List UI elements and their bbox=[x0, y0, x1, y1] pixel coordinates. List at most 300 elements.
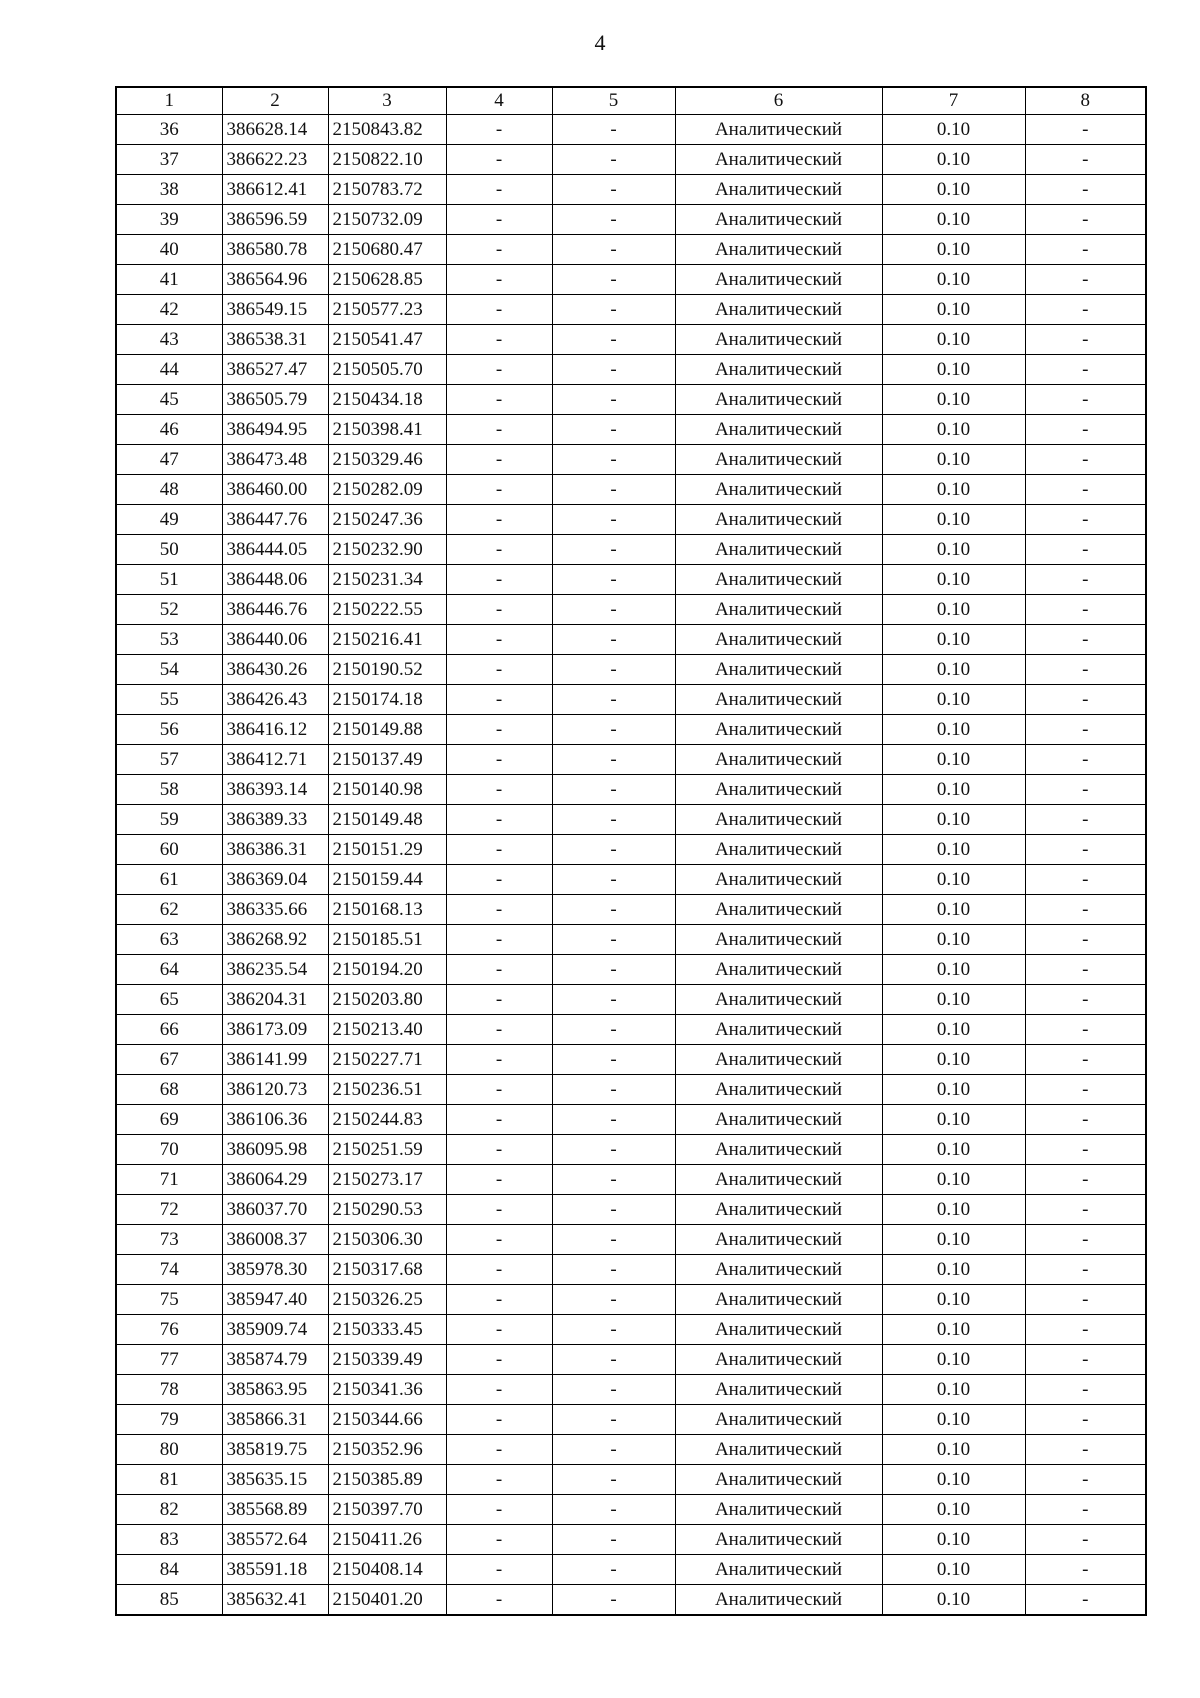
table-row bbox=[116, 1165, 1146, 1195]
accuracy-cell: 0.10 bbox=[882, 475, 1025, 505]
col-4-cell: - bbox=[446, 265, 552, 295]
y-coordinate-cell: 2150822.10 bbox=[328, 145, 446, 175]
point-number-cell: 50 bbox=[116, 535, 222, 565]
x-coordinate-cell: 386095.98 bbox=[222, 1135, 328, 1165]
col-4-cell: - bbox=[446, 1165, 552, 1195]
x-coordinate-cell: 386120.73 bbox=[222, 1075, 328, 1105]
table-row bbox=[116, 1375, 1146, 1405]
table-row bbox=[116, 1225, 1146, 1255]
col-8-cell: - bbox=[1025, 295, 1146, 325]
table-row bbox=[116, 1045, 1146, 1075]
col-4-cell: - bbox=[446, 1105, 552, 1135]
point-number-cell: 55 bbox=[116, 685, 222, 715]
accuracy-cell: 0.10 bbox=[882, 925, 1025, 955]
table-row bbox=[116, 1435, 1146, 1465]
method-cell: Аналитический bbox=[675, 745, 882, 775]
x-coordinate-cell: 385909.74 bbox=[222, 1315, 328, 1345]
table-row bbox=[116, 1315, 1146, 1345]
col-4-cell: - bbox=[446, 1225, 552, 1255]
column-header-8: 8 bbox=[1025, 87, 1146, 115]
accuracy-cell: 0.10 bbox=[882, 1345, 1025, 1375]
method-cell: Аналитический bbox=[675, 1435, 882, 1465]
x-coordinate-cell: 386369.04 bbox=[222, 865, 328, 895]
col-5-cell: - bbox=[552, 1075, 675, 1105]
table-row bbox=[116, 1015, 1146, 1045]
accuracy-cell: 0.10 bbox=[882, 985, 1025, 1015]
point-number-cell: 47 bbox=[116, 445, 222, 475]
col-5-cell: - bbox=[552, 235, 675, 265]
col-5-cell: - bbox=[552, 145, 675, 175]
table-row bbox=[116, 535, 1146, 565]
accuracy-cell: 0.10 bbox=[882, 1555, 1025, 1585]
point-number-cell: 69 bbox=[116, 1105, 222, 1135]
x-coordinate-cell: 386612.41 bbox=[222, 175, 328, 205]
accuracy-cell: 0.10 bbox=[882, 325, 1025, 355]
y-coordinate-cell: 2150680.47 bbox=[328, 235, 446, 265]
point-number-cell: 36 bbox=[116, 115, 222, 145]
method-cell: Аналитический bbox=[675, 265, 882, 295]
accuracy-cell: 0.10 bbox=[882, 775, 1025, 805]
table-row bbox=[116, 835, 1146, 865]
col-4-cell: - bbox=[446, 745, 552, 775]
x-coordinate-cell: 386335.66 bbox=[222, 895, 328, 925]
point-number-cell: 52 bbox=[116, 595, 222, 625]
col-8-cell: - bbox=[1025, 1255, 1146, 1285]
col-8-cell: - bbox=[1025, 1495, 1146, 1525]
method-cell: Аналитический bbox=[675, 1255, 882, 1285]
col-8-cell: - bbox=[1025, 145, 1146, 175]
col-8-cell: - bbox=[1025, 445, 1146, 475]
y-coordinate-cell: 2150341.36 bbox=[328, 1375, 446, 1405]
accuracy-cell: 0.10 bbox=[882, 235, 1025, 265]
table-row bbox=[116, 265, 1146, 295]
col-8-cell: - bbox=[1025, 805, 1146, 835]
point-number-cell: 40 bbox=[116, 235, 222, 265]
accuracy-cell: 0.10 bbox=[882, 715, 1025, 745]
column-header-4: 4 bbox=[446, 87, 552, 115]
x-coordinate-cell: 386141.99 bbox=[222, 1045, 328, 1075]
col-8-cell: - bbox=[1025, 835, 1146, 865]
x-coordinate-cell: 386622.23 bbox=[222, 145, 328, 175]
page-number: 4 bbox=[594, 30, 606, 55]
accuracy-cell: 0.10 bbox=[882, 1405, 1025, 1435]
col-5-cell: - bbox=[552, 1135, 675, 1165]
y-coordinate-cell: 2150732.09 bbox=[328, 205, 446, 235]
x-coordinate-cell: 385866.31 bbox=[222, 1405, 328, 1435]
y-coordinate-cell: 2150232.90 bbox=[328, 535, 446, 565]
col-8-cell: - bbox=[1025, 355, 1146, 385]
col-8-cell: - bbox=[1025, 235, 1146, 265]
col-4-cell: - bbox=[446, 415, 552, 445]
table-row bbox=[116, 985, 1146, 1015]
x-coordinate-cell: 386412.71 bbox=[222, 745, 328, 775]
col-4-cell: - bbox=[446, 1255, 552, 1285]
col-8-cell: - bbox=[1025, 535, 1146, 565]
column-header-5: 5 bbox=[552, 87, 675, 115]
table-row bbox=[116, 1105, 1146, 1135]
point-number-cell: 51 bbox=[116, 565, 222, 595]
y-coordinate-cell: 2150174.18 bbox=[328, 685, 446, 715]
y-coordinate-cell: 2150843.82 bbox=[328, 115, 446, 145]
x-coordinate-cell: 386268.92 bbox=[222, 925, 328, 955]
table-row bbox=[116, 355, 1146, 385]
point-number-cell: 78 bbox=[116, 1375, 222, 1405]
col-8-cell: - bbox=[1025, 1435, 1146, 1465]
accuracy-cell: 0.10 bbox=[882, 1285, 1025, 1315]
col-5-cell: - bbox=[552, 1495, 675, 1525]
col-4-cell: - bbox=[446, 115, 552, 145]
col-4-cell: - bbox=[446, 925, 552, 955]
accuracy-cell: 0.10 bbox=[882, 955, 1025, 985]
y-coordinate-cell: 2150222.55 bbox=[328, 595, 446, 625]
accuracy-cell: 0.10 bbox=[882, 265, 1025, 295]
method-cell: Аналитический bbox=[675, 1495, 882, 1525]
accuracy-cell: 0.10 bbox=[882, 115, 1025, 145]
table-row bbox=[116, 415, 1146, 445]
x-coordinate-cell: 386494.95 bbox=[222, 415, 328, 445]
x-coordinate-cell: 386386.31 bbox=[222, 835, 328, 865]
col-4-cell: - bbox=[446, 505, 552, 535]
method-cell: Аналитический bbox=[675, 1135, 882, 1165]
col-5-cell: - bbox=[552, 1105, 675, 1135]
x-coordinate-cell: 386549.15 bbox=[222, 295, 328, 325]
point-number-cell: 46 bbox=[116, 415, 222, 445]
accuracy-cell: 0.10 bbox=[882, 415, 1025, 445]
x-coordinate-cell: 386447.76 bbox=[222, 505, 328, 535]
point-number-cell: 38 bbox=[116, 175, 222, 205]
col-8-cell: - bbox=[1025, 745, 1146, 775]
accuracy-cell: 0.10 bbox=[882, 1195, 1025, 1225]
col-8-cell: - bbox=[1025, 895, 1146, 925]
table-row bbox=[116, 475, 1146, 505]
col-4-cell: - bbox=[446, 565, 552, 595]
point-number-cell: 66 bbox=[116, 1015, 222, 1045]
y-coordinate-cell: 2150190.52 bbox=[328, 655, 446, 685]
table-row bbox=[116, 205, 1146, 235]
method-cell: Аналитический bbox=[675, 685, 882, 715]
method-cell: Аналитический bbox=[675, 1015, 882, 1045]
table-row bbox=[116, 235, 1146, 265]
accuracy-cell: 0.10 bbox=[882, 595, 1025, 625]
table-row bbox=[116, 655, 1146, 685]
x-coordinate-cell: 386389.33 bbox=[222, 805, 328, 835]
y-coordinate-cell: 2150213.40 bbox=[328, 1015, 446, 1045]
col-4-cell: - bbox=[446, 1525, 552, 1555]
col-5-cell: - bbox=[552, 1465, 675, 1495]
accuracy-cell: 0.10 bbox=[882, 745, 1025, 775]
table-row bbox=[116, 715, 1146, 745]
col-4-cell: - bbox=[446, 1075, 552, 1105]
table-row bbox=[116, 295, 1146, 325]
method-cell: Аналитический bbox=[675, 775, 882, 805]
col-4-cell: - bbox=[446, 595, 552, 625]
method-cell: Аналитический bbox=[675, 355, 882, 385]
accuracy-cell: 0.10 bbox=[882, 535, 1025, 565]
accuracy-cell: 0.10 bbox=[882, 445, 1025, 475]
col-4-cell: - bbox=[446, 835, 552, 865]
col-5-cell: - bbox=[552, 1045, 675, 1075]
x-coordinate-cell: 386444.05 bbox=[222, 535, 328, 565]
point-number-cell: 70 bbox=[116, 1135, 222, 1165]
col-4-cell: - bbox=[446, 1195, 552, 1225]
col-8-cell: - bbox=[1025, 415, 1146, 445]
col-4-cell: - bbox=[446, 325, 552, 355]
method-cell: Аналитический bbox=[675, 1315, 882, 1345]
point-number-cell: 68 bbox=[116, 1075, 222, 1105]
col-4-cell: - bbox=[446, 1375, 552, 1405]
x-coordinate-cell: 385635.15 bbox=[222, 1465, 328, 1495]
x-coordinate-cell: 386460.00 bbox=[222, 475, 328, 505]
point-number-cell: 83 bbox=[116, 1525, 222, 1555]
point-number-cell: 48 bbox=[116, 475, 222, 505]
x-coordinate-cell: 385591.18 bbox=[222, 1555, 328, 1585]
table-row bbox=[116, 1285, 1146, 1315]
y-coordinate-cell: 2150151.29 bbox=[328, 835, 446, 865]
x-coordinate-cell: 386416.12 bbox=[222, 715, 328, 745]
accuracy-cell: 0.10 bbox=[882, 385, 1025, 415]
col-5-cell: - bbox=[552, 955, 675, 985]
method-cell: Аналитический bbox=[675, 415, 882, 445]
col-4-cell: - bbox=[446, 295, 552, 325]
accuracy-cell: 0.10 bbox=[882, 625, 1025, 655]
col-4-cell: - bbox=[446, 175, 552, 205]
point-number-cell: 75 bbox=[116, 1285, 222, 1315]
method-cell: Аналитический bbox=[675, 115, 882, 145]
col-8-cell: - bbox=[1025, 655, 1146, 685]
x-coordinate-cell: 385819.75 bbox=[222, 1435, 328, 1465]
point-number-cell: 42 bbox=[116, 295, 222, 325]
col-8-cell: - bbox=[1025, 265, 1146, 295]
method-cell: Аналитический bbox=[675, 1165, 882, 1195]
y-coordinate-cell: 2150398.41 bbox=[328, 415, 446, 445]
y-coordinate-cell: 2150344.66 bbox=[328, 1405, 446, 1435]
col-5-cell: - bbox=[552, 775, 675, 805]
column-header-1: 1 bbox=[116, 87, 222, 115]
table-row bbox=[116, 1405, 1146, 1435]
col-4-cell: - bbox=[446, 445, 552, 475]
col-4-cell: - bbox=[446, 715, 552, 745]
col-8-cell: - bbox=[1025, 505, 1146, 535]
point-number-cell: 74 bbox=[116, 1255, 222, 1285]
col-8-cell: - bbox=[1025, 1465, 1146, 1495]
col-5-cell: - bbox=[552, 715, 675, 745]
col-5-cell: - bbox=[552, 1345, 675, 1375]
x-coordinate-cell: 385947.40 bbox=[222, 1285, 328, 1315]
table-row bbox=[116, 1255, 1146, 1285]
x-coordinate-cell: 386473.48 bbox=[222, 445, 328, 475]
col-8-cell: - bbox=[1025, 1135, 1146, 1165]
table-row bbox=[116, 385, 1146, 415]
col-5-cell: - bbox=[552, 415, 675, 445]
x-coordinate-cell: 386527.47 bbox=[222, 355, 328, 385]
accuracy-cell: 0.10 bbox=[882, 1165, 1025, 1195]
accuracy-cell: 0.10 bbox=[882, 805, 1025, 835]
point-number-cell: 49 bbox=[116, 505, 222, 535]
point-number-cell: 62 bbox=[116, 895, 222, 925]
col-8-cell: - bbox=[1025, 955, 1146, 985]
col-5-cell: - bbox=[552, 625, 675, 655]
col-4-cell: - bbox=[446, 895, 552, 925]
col-8-cell: - bbox=[1025, 115, 1146, 145]
col-5-cell: - bbox=[552, 1285, 675, 1315]
x-coordinate-cell: 386564.96 bbox=[222, 265, 328, 295]
point-number-cell: 65 bbox=[116, 985, 222, 1015]
point-number-cell: 56 bbox=[116, 715, 222, 745]
point-number-cell: 54 bbox=[116, 655, 222, 685]
table-row bbox=[116, 325, 1146, 355]
col-4-cell: - bbox=[446, 625, 552, 655]
accuracy-cell: 0.10 bbox=[882, 565, 1025, 595]
col-4-cell: - bbox=[446, 1495, 552, 1525]
method-cell: Аналитический bbox=[675, 475, 882, 505]
col-4-cell: - bbox=[446, 655, 552, 685]
method-cell: Аналитический bbox=[675, 205, 882, 235]
table-row bbox=[116, 895, 1146, 925]
x-coordinate-cell: 385863.95 bbox=[222, 1375, 328, 1405]
table-row bbox=[116, 745, 1146, 775]
column-header-2: 2 bbox=[222, 87, 328, 115]
col-8-cell: - bbox=[1025, 1405, 1146, 1435]
point-number-cell: 59 bbox=[116, 805, 222, 835]
col-4-cell: - bbox=[446, 1285, 552, 1315]
y-coordinate-cell: 2150216.41 bbox=[328, 625, 446, 655]
col-4-cell: - bbox=[446, 235, 552, 265]
y-coordinate-cell: 2150783.72 bbox=[328, 175, 446, 205]
col-4-cell: - bbox=[446, 775, 552, 805]
method-cell: Аналитический bbox=[675, 1405, 882, 1435]
col-5-cell: - bbox=[552, 745, 675, 775]
col-5-cell: - bbox=[552, 1225, 675, 1255]
table-row bbox=[116, 775, 1146, 805]
table-row bbox=[116, 685, 1146, 715]
method-cell: Аналитический bbox=[675, 385, 882, 415]
y-coordinate-cell: 2150194.20 bbox=[328, 955, 446, 985]
method-cell: Аналитический bbox=[675, 985, 882, 1015]
col-5-cell: - bbox=[552, 895, 675, 925]
y-coordinate-cell: 2150317.68 bbox=[328, 1255, 446, 1285]
y-coordinate-cell: 2150628.85 bbox=[328, 265, 446, 295]
point-number-cell: 43 bbox=[116, 325, 222, 355]
col-8-cell: - bbox=[1025, 1195, 1146, 1225]
method-cell: Аналитический bbox=[675, 655, 882, 685]
table-row bbox=[116, 1135, 1146, 1165]
col-8-cell: - bbox=[1025, 925, 1146, 955]
col-5-cell: - bbox=[552, 1255, 675, 1285]
col-8-cell: - bbox=[1025, 1555, 1146, 1585]
col-5-cell: - bbox=[552, 1015, 675, 1045]
point-number-cell: 80 bbox=[116, 1435, 222, 1465]
x-coordinate-cell: 386448.06 bbox=[222, 565, 328, 595]
col-8-cell: - bbox=[1025, 1075, 1146, 1105]
col-8-cell: - bbox=[1025, 595, 1146, 625]
point-number-cell: 84 bbox=[116, 1555, 222, 1585]
col-5-cell: - bbox=[552, 205, 675, 235]
col-8-cell: - bbox=[1025, 205, 1146, 235]
col-5-cell: - bbox=[552, 325, 675, 355]
accuracy-cell: 0.10 bbox=[882, 1135, 1025, 1165]
x-coordinate-cell: 386440.06 bbox=[222, 625, 328, 655]
col-5-cell: - bbox=[552, 925, 675, 955]
y-coordinate-cell: 2150306.30 bbox=[328, 1225, 446, 1255]
point-number-cell: 39 bbox=[116, 205, 222, 235]
y-coordinate-cell: 2150236.51 bbox=[328, 1075, 446, 1105]
accuracy-cell: 0.10 bbox=[882, 505, 1025, 535]
x-coordinate-cell: 386538.31 bbox=[222, 325, 328, 355]
x-coordinate-cell: 386008.37 bbox=[222, 1225, 328, 1255]
col-5-cell: - bbox=[552, 475, 675, 505]
table-row bbox=[116, 1195, 1146, 1225]
y-coordinate-cell: 2150290.53 bbox=[328, 1195, 446, 1225]
col-4-cell: - bbox=[446, 1315, 552, 1345]
x-coordinate-cell: 386037.70 bbox=[222, 1195, 328, 1225]
method-cell: Аналитический bbox=[675, 1525, 882, 1555]
col-4-cell: - bbox=[446, 355, 552, 385]
method-cell: Аналитический bbox=[675, 1195, 882, 1225]
table-row bbox=[116, 505, 1146, 535]
col-5-cell: - bbox=[552, 1405, 675, 1435]
method-cell: Аналитический bbox=[675, 895, 882, 925]
col-5-cell: - bbox=[552, 535, 675, 565]
col-8-cell: - bbox=[1025, 565, 1146, 595]
table-row bbox=[116, 115, 1146, 145]
accuracy-cell: 0.10 bbox=[882, 1255, 1025, 1285]
method-cell: Аналитический bbox=[675, 505, 882, 535]
point-number-cell: 41 bbox=[116, 265, 222, 295]
y-coordinate-cell: 2150505.70 bbox=[328, 355, 446, 385]
col-5-cell: - bbox=[552, 805, 675, 835]
accuracy-cell: 0.10 bbox=[882, 145, 1025, 175]
column-header-3: 3 bbox=[328, 87, 446, 115]
col-5-cell: - bbox=[552, 295, 675, 325]
col-8-cell: - bbox=[1025, 1375, 1146, 1405]
table-row bbox=[116, 145, 1146, 175]
table-row bbox=[116, 1555, 1146, 1585]
col-8-cell: - bbox=[1025, 1525, 1146, 1555]
y-coordinate-cell: 2150149.88 bbox=[328, 715, 446, 745]
x-coordinate-cell: 386204.31 bbox=[222, 985, 328, 1015]
col-8-cell: - bbox=[1025, 475, 1146, 505]
table-row bbox=[116, 175, 1146, 205]
point-number-cell: 64 bbox=[116, 955, 222, 985]
method-cell: Аналитический bbox=[675, 715, 882, 745]
column-header-6: 6 bbox=[675, 87, 882, 115]
x-coordinate-cell: 386235.54 bbox=[222, 955, 328, 985]
col-5-cell: - bbox=[552, 445, 675, 475]
col-5-cell: - bbox=[552, 835, 675, 865]
col-4-cell: - bbox=[446, 1405, 552, 1435]
col-4-cell: - bbox=[446, 865, 552, 895]
y-coordinate-cell: 2150326.25 bbox=[328, 1285, 446, 1315]
y-coordinate-cell: 2150282.09 bbox=[328, 475, 446, 505]
table-row bbox=[116, 595, 1146, 625]
y-coordinate-cell: 2150434.18 bbox=[328, 385, 446, 415]
col-5-cell: - bbox=[552, 985, 675, 1015]
accuracy-cell: 0.10 bbox=[882, 1435, 1025, 1465]
col-5-cell: - bbox=[552, 1435, 675, 1465]
y-coordinate-cell: 2150541.47 bbox=[328, 325, 446, 355]
accuracy-cell: 0.10 bbox=[882, 1225, 1025, 1255]
accuracy-cell: 0.10 bbox=[882, 1525, 1025, 1555]
col-8-cell: - bbox=[1025, 1015, 1146, 1045]
col-5-cell: - bbox=[552, 175, 675, 205]
y-coordinate-cell: 2150411.26 bbox=[328, 1525, 446, 1555]
table-row bbox=[116, 445, 1146, 475]
col-5-cell: - bbox=[552, 685, 675, 715]
method-cell: Аналитический bbox=[675, 835, 882, 865]
method-cell: Аналитический bbox=[675, 1585, 882, 1616]
y-coordinate-cell: 2150397.70 bbox=[328, 1495, 446, 1525]
point-number-cell: 60 bbox=[116, 835, 222, 865]
